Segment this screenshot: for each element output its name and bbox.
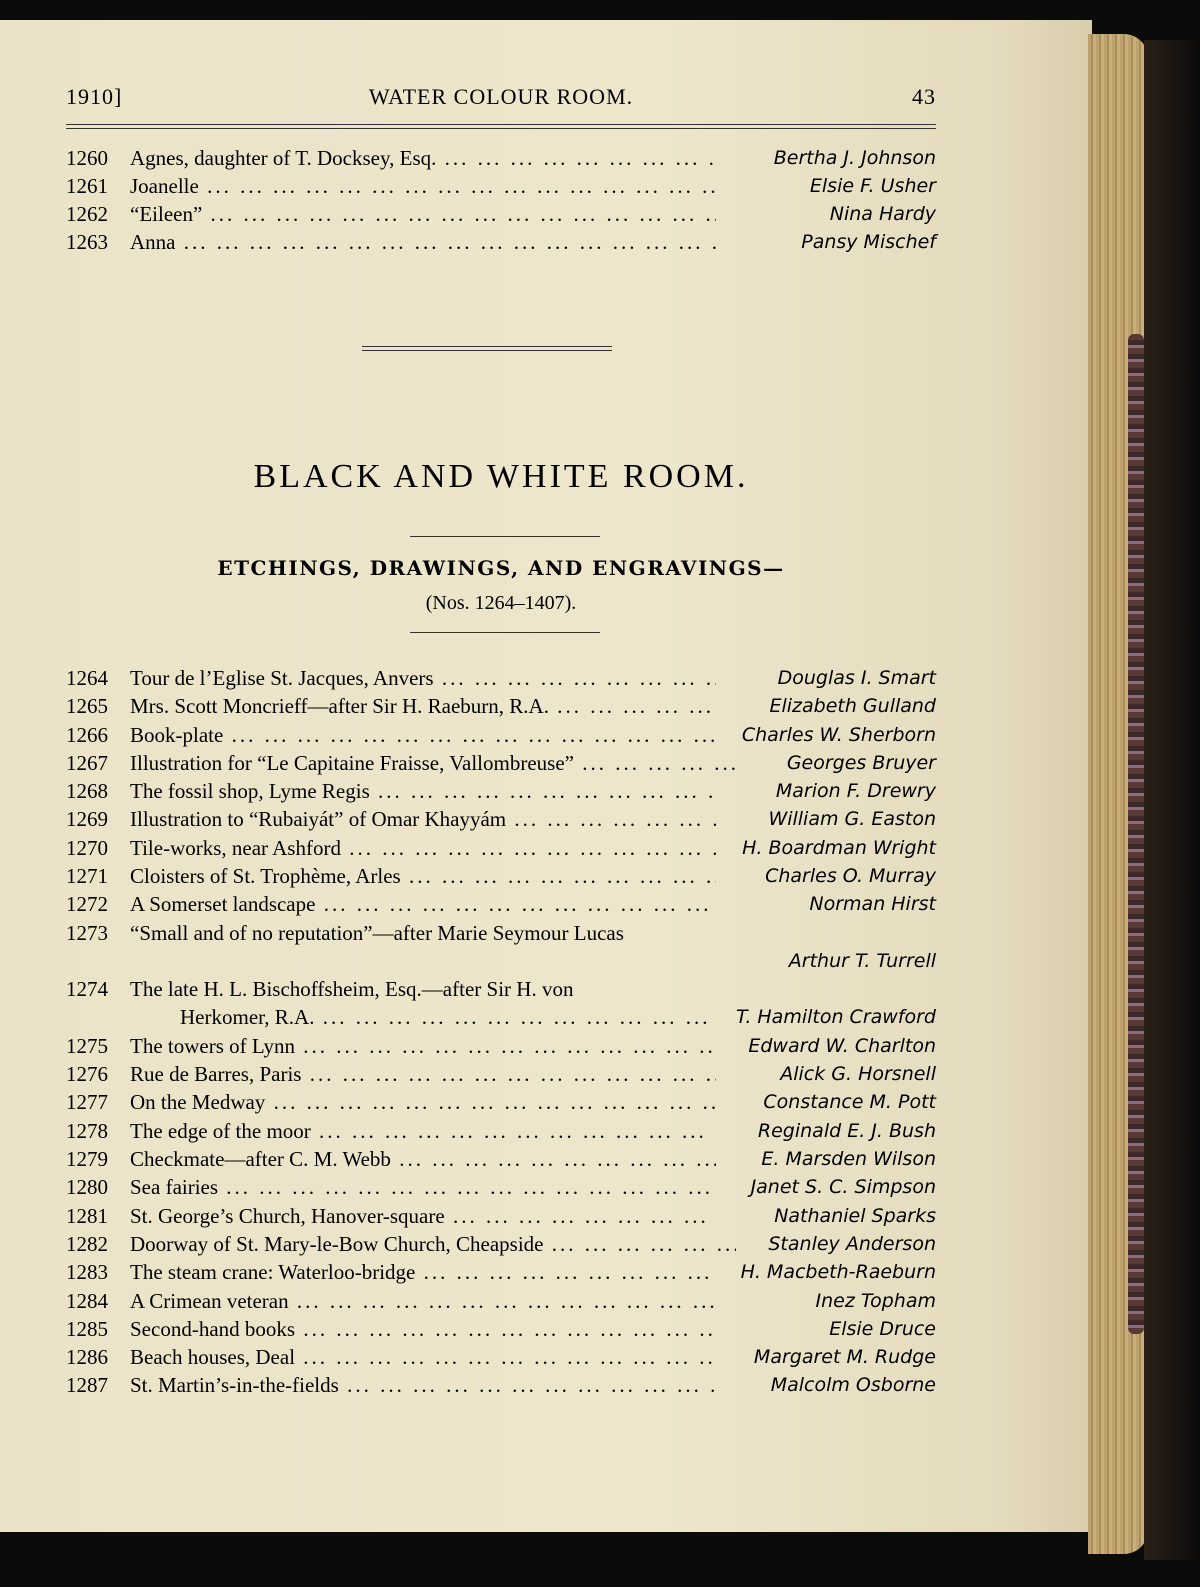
entry-title: St. George’s Church, Hanover-square ... . xyxy=(130,1202,716,1230)
entry-artist: Reginald E. J. Bush xyxy=(757,1119,936,1142)
catalogue-entry xyxy=(66,1202,936,1230)
section-ornament-rule xyxy=(362,350,612,351)
entry-artist: Stanley Anderson xyxy=(768,1232,936,1255)
catalogue-entry xyxy=(66,1230,936,1258)
book-shadow xyxy=(1144,40,1200,1560)
entry-number: 1278 xyxy=(66,1118,108,1143)
entry-artist: Elsie Druce xyxy=(829,1317,936,1340)
catalogue-entry xyxy=(66,749,936,777)
entry-number: 1279 xyxy=(66,1147,108,1172)
entry-number: 1270 xyxy=(66,835,108,860)
catalogue-entry xyxy=(66,975,936,1032)
catalogue-entry xyxy=(66,834,936,862)
entry-title: The edge of the moor ... . xyxy=(130,1117,716,1145)
catalogue-entry xyxy=(66,1343,936,1371)
entry-number: 1281 xyxy=(66,1203,108,1228)
section-range: (Nos. 1264–1407). xyxy=(425,592,577,614)
entry-title: Checkmate—after C. M. Webb ... . xyxy=(130,1145,716,1173)
entry-artist: Douglas I. Smart xyxy=(777,667,936,689)
entry-title: Illustration for “Le Capitaine Fraisse, Vallombreuse” ... . xyxy=(130,749,736,777)
entry-number: 1287 xyxy=(66,1373,108,1398)
entry-artist: Malcolm Osborne xyxy=(770,1374,936,1397)
catalogue-entry xyxy=(66,1032,936,1060)
entry-artist: Alick G. Horsnell xyxy=(780,1063,936,1086)
catalogue-entry xyxy=(66,1258,936,1286)
header-rule xyxy=(66,124,936,125)
entry-title: Cloisters of St. Trophème, Arles ... . xyxy=(130,862,716,890)
catalogue-entry xyxy=(66,1060,936,1088)
catalogue-entry xyxy=(66,692,936,720)
entry-number: 1262 xyxy=(66,202,108,226)
entry-artist: Charles O. Murray xyxy=(765,865,936,888)
entry-artist: E. Marsden Wilson xyxy=(761,1148,936,1171)
entry-number: 1268 xyxy=(66,779,108,804)
entry-title: Joanelle ... . xyxy=(130,172,716,200)
entry-artist: Nathaniel Sparks xyxy=(774,1204,936,1227)
entry-title: The fossil shop, Lyme Regis ... . xyxy=(130,777,716,805)
entry-title: St. Martin’s-in-the-fields ... . xyxy=(130,1371,716,1399)
entry-number: 1264 xyxy=(66,666,108,690)
entry-title: Agnes, daughter of T. Docksey, Esq. ... . xyxy=(130,144,716,172)
catalogue-entry xyxy=(66,805,936,833)
entry-artist: Edward W. Charlton xyxy=(748,1034,936,1057)
entry-title-continued: Herkomer, R.A. ... . xyxy=(180,1003,716,1031)
entry-artist: Nina Hardy xyxy=(829,203,936,225)
entry-title: The towers of Lynn ... . xyxy=(130,1032,716,1060)
entry-title: A Crimean veteran ... . xyxy=(130,1287,716,1315)
entry-number: 1284 xyxy=(66,1288,108,1313)
entry-title: Anna ... . xyxy=(130,228,716,256)
header-rule xyxy=(66,128,936,129)
entry-title: The steam crane: Waterloo-bridge ... . xyxy=(130,1258,716,1286)
entry-artist: Margaret M. Rudge xyxy=(753,1346,936,1369)
entry-number: 1276 xyxy=(66,1062,108,1087)
entry-number: 1286 xyxy=(66,1345,108,1370)
entry-artist: Constance M. Pott xyxy=(763,1091,936,1114)
catalogue-entry xyxy=(66,721,936,749)
entry-title: Tour de l’Eglise St. Jacques, Anvers ... . xyxy=(130,664,716,692)
section-title: BLACK AND WHITE ROOM. xyxy=(253,458,749,495)
catalogue-entry xyxy=(66,172,936,200)
catalogue-entry xyxy=(66,1315,936,1343)
catalogue-entry xyxy=(66,1173,936,1201)
entry-title: Tile-works, near Ashford ... . xyxy=(130,834,716,862)
entry-title: The late H. L. Bischoffsheim, Esq.—after Sir H. von xyxy=(130,977,574,1002)
catalogue-entry xyxy=(66,228,936,256)
entry-number: 1267 xyxy=(66,750,108,775)
entry-number: 1271 xyxy=(66,864,108,889)
running-header xyxy=(66,64,936,109)
section-rule xyxy=(410,536,600,537)
catalogue-entry xyxy=(66,1117,936,1145)
entry-title: Illustration to “Rubaiyát” of Omar Khayyám ... . xyxy=(130,805,716,833)
black-and-white-list xyxy=(66,664,936,1400)
entry-number: 1273 xyxy=(66,920,108,945)
entry-number: 1285 xyxy=(66,1316,108,1341)
entry-title: Second-hand books ... . xyxy=(130,1315,716,1343)
catalogue-entry xyxy=(66,664,936,692)
catalogue-entry xyxy=(66,1088,936,1116)
entry-artist: Charles W. Sherborn xyxy=(741,723,936,746)
entry-artist: Pansy Mischef xyxy=(801,231,936,253)
entry-number: 1282 xyxy=(66,1231,108,1256)
catalogue-entry xyxy=(66,862,936,890)
entry-number: 1277 xyxy=(66,1090,108,1115)
entry-artist: Arthur T. Turrell xyxy=(788,949,936,972)
catalogue-entry xyxy=(66,1145,936,1173)
section-ornament-rule xyxy=(362,346,612,347)
catalogue-entry xyxy=(66,890,936,918)
entry-artist: Elsie F. Usher xyxy=(809,175,936,197)
catalogue-entry xyxy=(66,777,936,805)
entry-artist: Bertha J. Johnson xyxy=(773,147,936,169)
entry-number: 1265 xyxy=(66,694,108,719)
entry-artist: T. Hamilton Crawford xyxy=(735,1006,936,1029)
entry-artist: Marion F. Drewry xyxy=(775,780,936,803)
entry-number: 1266 xyxy=(66,722,108,747)
page-number: 43 xyxy=(912,84,936,109)
catalogue-entry xyxy=(66,144,936,172)
entry-title: Sea fairies ... . xyxy=(130,1173,716,1201)
section-subtitle: ETCHINGS, DRAWINGS, AND ENGRAVINGS— xyxy=(217,556,785,580)
entry-number: 1261 xyxy=(66,174,108,198)
catalogue-entry xyxy=(66,1287,936,1315)
entry-artist: William G. Easton xyxy=(768,808,936,831)
catalogue-entry xyxy=(66,200,936,228)
entry-number: 1269 xyxy=(66,807,108,832)
entry-title: A Somerset landscape ... . xyxy=(130,890,716,918)
entry-number: 1283 xyxy=(66,1260,108,1285)
header-title: WATER COLOUR ROOM. xyxy=(368,84,634,109)
entry-title: Mrs. Scott Moncrieff—after Sir H. Raeburn, R.A. ... . xyxy=(130,692,716,720)
entry-number: 1263 xyxy=(66,230,108,254)
entry-title: “Eileen” ... . xyxy=(130,200,716,228)
entry-number: 1280 xyxy=(66,1175,108,1200)
entry-artist: Norman Hirst xyxy=(809,893,936,916)
entry-title: Doorway of St. Mary-le-Bow Church, Cheapside ... . xyxy=(130,1230,736,1258)
entry-artist: H. Boardman Wright xyxy=(742,836,936,859)
entry-title: “Small and of no reputation”—after Marie Seymour Lucas xyxy=(130,920,624,945)
entry-title: Book-plate ... . xyxy=(130,721,716,749)
catalogue-entry xyxy=(66,919,936,976)
section-rule xyxy=(410,632,600,633)
entry-number: 1260 xyxy=(66,146,108,170)
entry-number: 1275 xyxy=(66,1033,108,1058)
entry-number: 1274 xyxy=(66,977,108,1002)
entry-title: Beach houses, Deal ... . xyxy=(130,1343,716,1371)
entry-artist: Elizabeth Gulland xyxy=(769,695,936,718)
entry-artist: H. Macbeth-Raeburn xyxy=(740,1261,936,1284)
entry-artist: Inez Topham xyxy=(815,1289,936,1312)
header-year: 1910] xyxy=(66,84,123,109)
entry-title: Rue de Barres, Paris ... . xyxy=(130,1060,716,1088)
catalogue-entry xyxy=(66,1371,936,1399)
water-colour-list xyxy=(66,144,936,256)
book-fore-edge xyxy=(1088,34,1148,1554)
entry-title: On the Medway ... . xyxy=(130,1088,716,1116)
entry-number: 1272 xyxy=(66,892,108,917)
entry-artist: Georges Bruyer xyxy=(786,751,936,774)
entry-artist: Janet S. C. Simpson xyxy=(750,1176,936,1199)
